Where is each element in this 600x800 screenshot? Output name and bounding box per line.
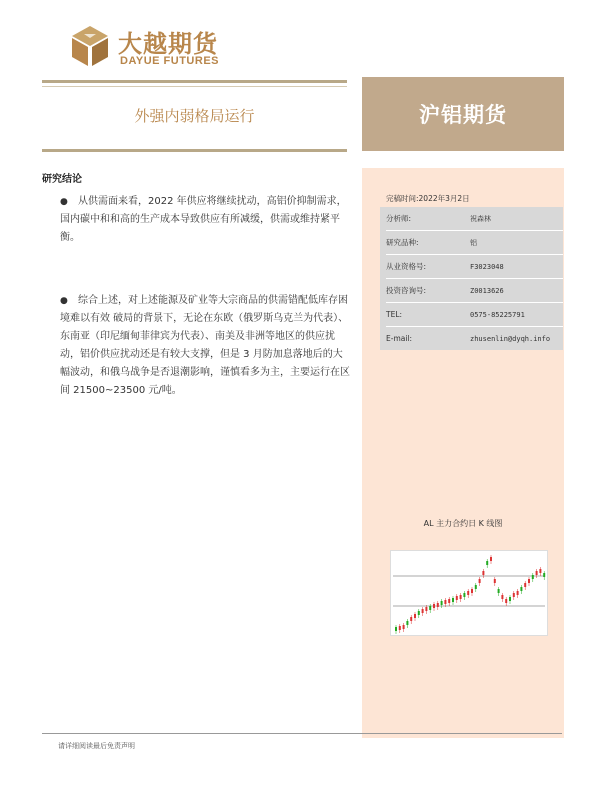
candle-body [471, 589, 473, 593]
brand-name-en: DAYUE FUTURES [120, 55, 219, 67]
candle-body [399, 626, 401, 630]
candle-body [429, 606, 431, 610]
bullet-icon: ● [60, 197, 68, 207]
conclusion-paragraph [60, 193, 350, 247]
cube-logo-icon [68, 24, 112, 68]
candle-body [433, 604, 435, 608]
brand-logo [68, 24, 258, 74]
info-value: F3023048 [470, 262, 504, 271]
footer-rule [42, 733, 562, 734]
conclusion-paragraph [60, 292, 350, 400]
candle-body [406, 621, 408, 625]
brand-name-cn: 大越期货 [118, 30, 218, 58]
conclusion-text: 从供需面来看，2022 年供应将继续扰动，高铝价抑制需求，国内碳中和和高的生产成本导致供应有所减缓，供需或维持紧平衡。 [60, 196, 347, 243]
chart-title: AL 主力合约日 K 线图 [423, 519, 503, 528]
candle-body [414, 614, 416, 618]
info-row-email[interactable] [380, 327, 563, 350]
candle-body [486, 561, 488, 565]
candle-body [475, 585, 477, 589]
info-value: Z0013626 [470, 286, 504, 295]
kline-chart-image [390, 550, 548, 636]
candle-body [418, 611, 420, 615]
completion-date: 完稿时间:2022年3月2日 [386, 194, 470, 203]
info-row-qualification [380, 255, 563, 278]
candle-body [490, 557, 492, 561]
candle-body [494, 579, 496, 583]
candle-body [528, 579, 530, 583]
candle-body [539, 569, 541, 573]
kline-chart-icon [391, 551, 547, 635]
info-row-tel [380, 303, 563, 326]
info-row-variety [380, 231, 563, 254]
candle-body [463, 593, 465, 597]
info-value: 铝 [470, 238, 477, 247]
candle-body [452, 598, 454, 602]
candle-body [410, 617, 412, 621]
header-rule-thin [42, 86, 347, 87]
candle-body [395, 627, 397, 631]
info-key: 投资咨询号: [386, 286, 427, 295]
info-row-analyst [380, 207, 563, 230]
candle-body [456, 596, 458, 600]
candle-body [532, 575, 534, 579]
candle-body [482, 571, 484, 575]
candle-body [498, 589, 500, 593]
candle-body [509, 597, 511, 601]
header-rule [42, 80, 347, 83]
candle-body [513, 593, 515, 597]
email-link[interactable]: zhusenlin@dyqh.info [470, 334, 551, 343]
info-value: 祝森林 [470, 214, 491, 223]
candle-body [520, 587, 522, 591]
info-key: E-mail: [386, 334, 413, 343]
candle-body [479, 579, 481, 583]
disclaimer-note: 请详细阅读最后免责声明 [58, 742, 135, 750]
info-value: 0575-85225791 [470, 310, 525, 319]
candle-body [536, 571, 538, 575]
candle-body [403, 625, 405, 629]
candle-body [437, 603, 439, 607]
candle-body [448, 599, 450, 603]
product-title: 沪铝期货 [362, 77, 564, 151]
conclusion-text: 综合上述，对上述能源及矿业等大宗商品的供需错配低库存困境难以有效 破局的背景下，无论在东欧（俄罗斯乌克兰为代表）、东南亚（印尼缅甸菲律宾为代表）、南美及非洲等地区的供应扰动，铝价供应扰动还是有较大支撑，但是 3 月防加息落地后的大幅波动，和俄乌战争是否退潮影响，谨慎看多为主，主要运行在区间 21500~23500 元/吨。 [60, 295, 350, 396]
info-key: 研究品种: [386, 238, 419, 247]
report-subtitle: 外强内弱格局运行 [134, 107, 255, 125]
candle-body [517, 591, 519, 595]
candle-body [422, 609, 424, 613]
candle-body [425, 607, 427, 611]
bullet-icon: ● [60, 296, 68, 306]
candle-body [505, 599, 507, 603]
section-title: 研究结论 [42, 174, 82, 185]
candle-body [501, 595, 503, 599]
analyst-info-table [380, 207, 563, 350]
candle-body [467, 591, 469, 595]
info-key: 从业资格号: [386, 262, 427, 271]
subtitle-rule [42, 149, 347, 152]
candle-body [543, 573, 545, 577]
info-key: 分析师: [386, 214, 412, 223]
info-key: TEL: [386, 310, 403, 319]
candle-body [460, 595, 462, 599]
candle-body [524, 583, 526, 587]
info-row-consulting [380, 279, 563, 302]
candle-body [441, 601, 443, 605]
candle-body [444, 600, 446, 604]
